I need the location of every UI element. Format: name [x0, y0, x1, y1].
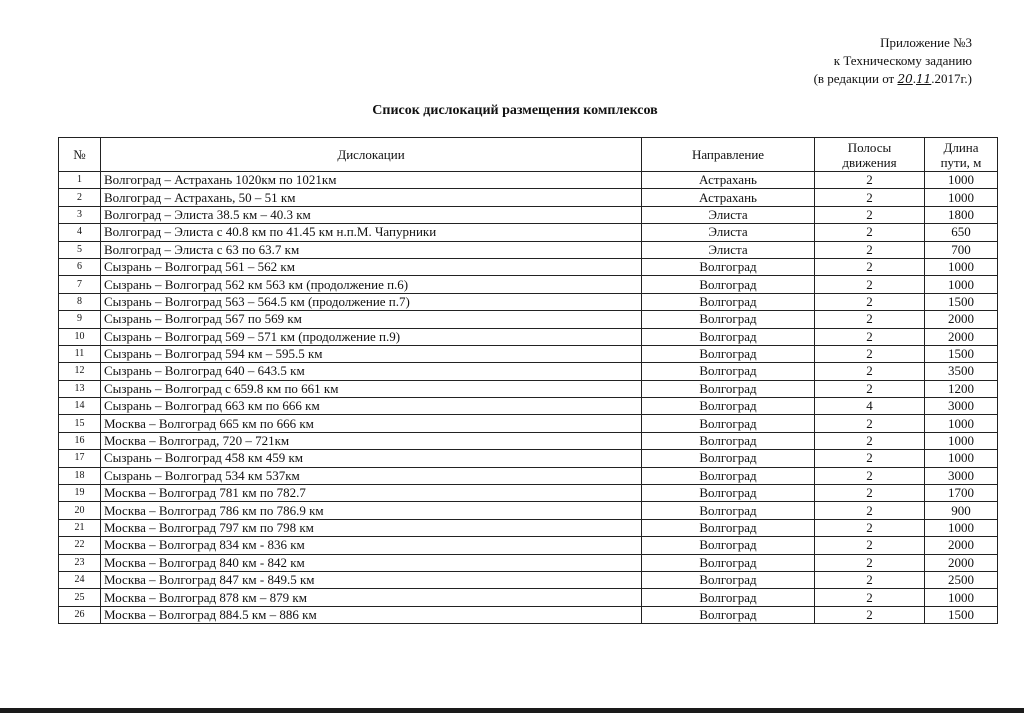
header-lanes-line2: движения: [842, 154, 897, 170]
cell-direction: Волгоград: [642, 485, 815, 502]
cell-lanes: 2: [815, 172, 925, 189]
cell-dislocation: Сызрань – Волгоград 640 – 643.5 км: [101, 363, 642, 380]
table-row: [59, 241, 998, 258]
table-row: [59, 554, 998, 571]
cell-lanes: 2: [815, 415, 925, 432]
cell-length: 1000: [925, 276, 998, 293]
cell-direction: Волгоград: [642, 554, 815, 571]
cell-num: 19: [59, 485, 101, 502]
scan-bottom-edge: [0, 708, 1024, 713]
cell-num: 8: [59, 293, 101, 310]
cell-lanes: 2: [815, 432, 925, 449]
cell-lanes: 2: [815, 537, 925, 554]
cell-dislocation: Москва – Волгоград 878 км – 879 км: [101, 589, 642, 606]
cell-lanes: 2: [815, 276, 925, 293]
cell-direction: Астрахань: [642, 189, 815, 206]
cell-length: 1000: [925, 589, 998, 606]
cell-lanes: 2: [815, 206, 925, 223]
cell-lanes: 2: [815, 589, 925, 606]
cell-lanes: 2: [815, 311, 925, 328]
cell-length: 3500: [925, 363, 998, 380]
cell-direction: Волгоград: [642, 398, 815, 415]
cell-dislocation: Сызрань – Волгоград 561 – 562 км: [101, 258, 642, 275]
table-row: [59, 467, 998, 484]
cell-direction: Волгоград: [642, 311, 815, 328]
cell-num: 12: [59, 363, 101, 380]
cell-lanes: 2: [815, 450, 925, 467]
header-lanes: [815, 138, 925, 172]
cell-num: 10: [59, 328, 101, 345]
table-row: [59, 606, 998, 623]
cell-num: 22: [59, 537, 101, 554]
table-row: [59, 363, 998, 380]
cell-lanes: 2: [815, 241, 925, 258]
cell-num: 3: [59, 206, 101, 223]
cell-num: 9: [59, 311, 101, 328]
cell-dislocation: Сызрань – Волгоград с 659.8 км по 661 км: [101, 380, 642, 397]
cell-length: 650: [925, 224, 998, 241]
cell-dislocation: Волгоград – Астрахань, 50 – 51 км: [101, 189, 642, 206]
cell-dislocation: Москва – Волгоград 665 км по 666 км: [101, 415, 642, 432]
cell-length: 1500: [925, 293, 998, 310]
appendix-number: Приложение №3: [880, 35, 972, 50]
cell-dislocation: Москва – Волгоград, 720 – 721км: [101, 432, 642, 449]
header-direction: Направление: [642, 138, 815, 172]
cell-dislocation: Москва – Волгоград 834 км - 836 км: [101, 537, 642, 554]
handwritten-day: 20: [897, 72, 913, 86]
cell-num: 2: [59, 189, 101, 206]
cell-length: 1000: [925, 450, 998, 467]
cell-lanes: 2: [815, 606, 925, 623]
table-row: [59, 172, 998, 189]
cell-direction: Волгоград: [642, 589, 815, 606]
cell-lanes: 2: [815, 258, 925, 275]
table-row: [59, 380, 998, 397]
cell-dislocation: Сызрань – Волгоград 567 по 569 км: [101, 311, 642, 328]
cell-direction: Волгоград: [642, 380, 815, 397]
table-row: [59, 328, 998, 345]
cell-lanes: 2: [815, 519, 925, 536]
cell-dislocation: Сызрань – Волгоград 663 км по 666 км: [101, 398, 642, 415]
cell-dislocation: Москва – Волгоград 786 км по 786.9 км: [101, 502, 642, 519]
cell-lanes: 2: [815, 224, 925, 241]
cell-length: 1000: [925, 519, 998, 536]
header-lanes-line1: Полосы: [847, 139, 892, 155]
cell-length: 2500: [925, 571, 998, 588]
cell-num: 18: [59, 467, 101, 484]
table-row: [59, 450, 998, 467]
page-title: Список дислокаций размещения комплексов: [372, 103, 658, 118]
cell-num: 24: [59, 571, 101, 588]
table-row: [59, 206, 998, 223]
cell-direction: Волгоград: [642, 606, 815, 623]
cell-dislocation: Сызрань – Волгоград 562 км 563 км (продолжение п.6): [101, 276, 642, 293]
cell-length: 1500: [925, 345, 998, 362]
table-row: [59, 432, 998, 449]
cell-dislocation: Сызрань – Волгоград 534 км 537км: [101, 467, 642, 484]
cell-dislocation: Волгоград – Элиста с 63 по 63.7 км: [101, 241, 642, 258]
header-length-line1: Длина: [943, 139, 979, 155]
table-row: [59, 224, 998, 241]
cell-length: 1000: [925, 258, 998, 275]
cell-direction: Волгоград: [642, 571, 815, 588]
cell-direction: Волгоград: [642, 432, 815, 449]
cell-lanes: 4: [815, 398, 925, 415]
header-length: [925, 138, 998, 172]
cell-length: 900: [925, 502, 998, 519]
cell-length: 2000: [925, 311, 998, 328]
date-separator: .: [912, 71, 917, 86]
cell-length: 2000: [925, 554, 998, 571]
cell-direction: Волгоград: [642, 537, 815, 554]
table-row: [59, 258, 998, 275]
table-row: [59, 398, 998, 415]
cell-lanes: 2: [815, 363, 925, 380]
cell-dislocation: Волгоград – Элиста 38.5 км – 40.3 км: [101, 206, 642, 223]
appendix-revision: [814, 70, 972, 88]
cell-dislocation: Сызрань – Волгоград 569 – 571 км (продолжение п.9): [101, 328, 642, 345]
cell-lanes: 2: [815, 345, 925, 362]
dislocation-table: [58, 137, 998, 624]
cell-direction: Волгоград: [642, 293, 815, 310]
cell-dislocation: Волгоград – Элиста с 40.8 км по 41.45 км н.п.М. Чапурники: [101, 224, 642, 241]
cell-num: 1: [59, 172, 101, 189]
table-row: [59, 589, 998, 606]
cell-direction: Волгоград: [642, 467, 815, 484]
cell-num: 4: [59, 224, 101, 241]
cell-dislocation: Москва – Волгоград 781 км по 782.7: [101, 485, 642, 502]
appendix-header: [814, 34, 972, 88]
cell-direction: Элиста: [642, 206, 815, 223]
table-header-row: [59, 138, 998, 172]
handwritten-month: 11: [916, 72, 932, 86]
revision-prefix: (в редакции от: [813, 71, 895, 86]
cell-num: 6: [59, 258, 101, 275]
cell-lanes: 2: [815, 485, 925, 502]
cell-direction: Волгоград: [642, 276, 815, 293]
cell-direction: Астрахань: [642, 172, 815, 189]
cell-direction: Элиста: [642, 224, 815, 241]
table-row: [59, 276, 998, 293]
cell-length: 1000: [925, 189, 998, 206]
cell-dislocation: Москва – Волгоград 884.5 км – 886 км: [101, 606, 642, 623]
cell-length: 1700: [925, 485, 998, 502]
cell-lanes: 2: [815, 571, 925, 588]
cell-num: 5: [59, 241, 101, 258]
cell-direction: Волгоград: [642, 328, 815, 345]
table-row: [59, 345, 998, 362]
cell-direction: Волгоград: [642, 450, 815, 467]
cell-direction: Волгоград: [642, 502, 815, 519]
cell-length: 700: [925, 241, 998, 258]
cell-num: 16: [59, 432, 101, 449]
table-body: [59, 172, 998, 624]
cell-length: 2000: [925, 537, 998, 554]
cell-length: 1000: [925, 172, 998, 189]
cell-num: 21: [59, 519, 101, 536]
cell-dislocation: Волгоград – Астрахань 1020км по 1021км: [101, 172, 642, 189]
table-row: [59, 537, 998, 554]
header-dislocation: Дислокации: [101, 138, 642, 172]
cell-lanes: 2: [815, 554, 925, 571]
cell-num: 23: [59, 554, 101, 571]
cell-length: 1000: [925, 432, 998, 449]
cell-length: 1800: [925, 206, 998, 223]
cell-num: 25: [59, 589, 101, 606]
cell-length: 2000: [925, 328, 998, 345]
cell-direction: Волгоград: [642, 345, 815, 362]
revision-suffix: 2017г.): [934, 71, 972, 86]
cell-length: 3000: [925, 467, 998, 484]
cell-lanes: 2: [815, 467, 925, 484]
date-separator-2: .: [931, 71, 935, 86]
cell-length: 1200: [925, 380, 998, 397]
table-row: [59, 415, 998, 432]
cell-lanes: 2: [815, 328, 925, 345]
cell-dislocation: Сызрань – Волгоград 458 км 459 км: [101, 450, 642, 467]
table-row: [59, 571, 998, 588]
cell-dislocation: Москва – Волгоград 797 км по 798 км: [101, 519, 642, 536]
cell-num: 11: [59, 345, 101, 362]
cell-direction: Волгоград: [642, 258, 815, 275]
table-row: [59, 485, 998, 502]
cell-dislocation: Сызрань – Волгоград 563 – 564.5 км (продолжение п.7): [101, 293, 642, 310]
cell-direction: Волгоград: [642, 415, 815, 432]
table-row: [59, 293, 998, 310]
cell-direction: Элиста: [642, 241, 815, 258]
table-row: [59, 189, 998, 206]
cell-num: 20: [59, 502, 101, 519]
cell-num: 26: [59, 606, 101, 623]
table-row: [59, 311, 998, 328]
appendix-reference: к Техническому заданию: [833, 53, 972, 68]
table-row: [59, 502, 998, 519]
cell-length: 1500: [925, 606, 998, 623]
cell-lanes: 2: [815, 189, 925, 206]
cell-lanes: 2: [815, 502, 925, 519]
cell-num: 7: [59, 276, 101, 293]
cell-dislocation: Москва – Волгоград 847 км - 849.5 км: [101, 571, 642, 588]
cell-num: 14: [59, 398, 101, 415]
cell-num: 17: [59, 450, 101, 467]
cell-direction: Волгоград: [642, 519, 815, 536]
cell-lanes: 2: [815, 293, 925, 310]
cell-lanes: 2: [815, 380, 925, 397]
cell-direction: Волгоград: [642, 363, 815, 380]
table-row: [59, 519, 998, 536]
cell-dislocation: Сызрань – Волгоград 594 км – 595.5 км: [101, 345, 642, 362]
cell-length: 3000: [925, 398, 998, 415]
header-length-line2: пути, м: [940, 154, 982, 170]
cell-num: 15: [59, 415, 101, 432]
cell-length: 1000: [925, 415, 998, 432]
cell-dislocation: Москва – Волгоград 840 км - 842 км: [101, 554, 642, 571]
cell-num: 13: [59, 380, 101, 397]
header-num: №: [59, 138, 101, 172]
